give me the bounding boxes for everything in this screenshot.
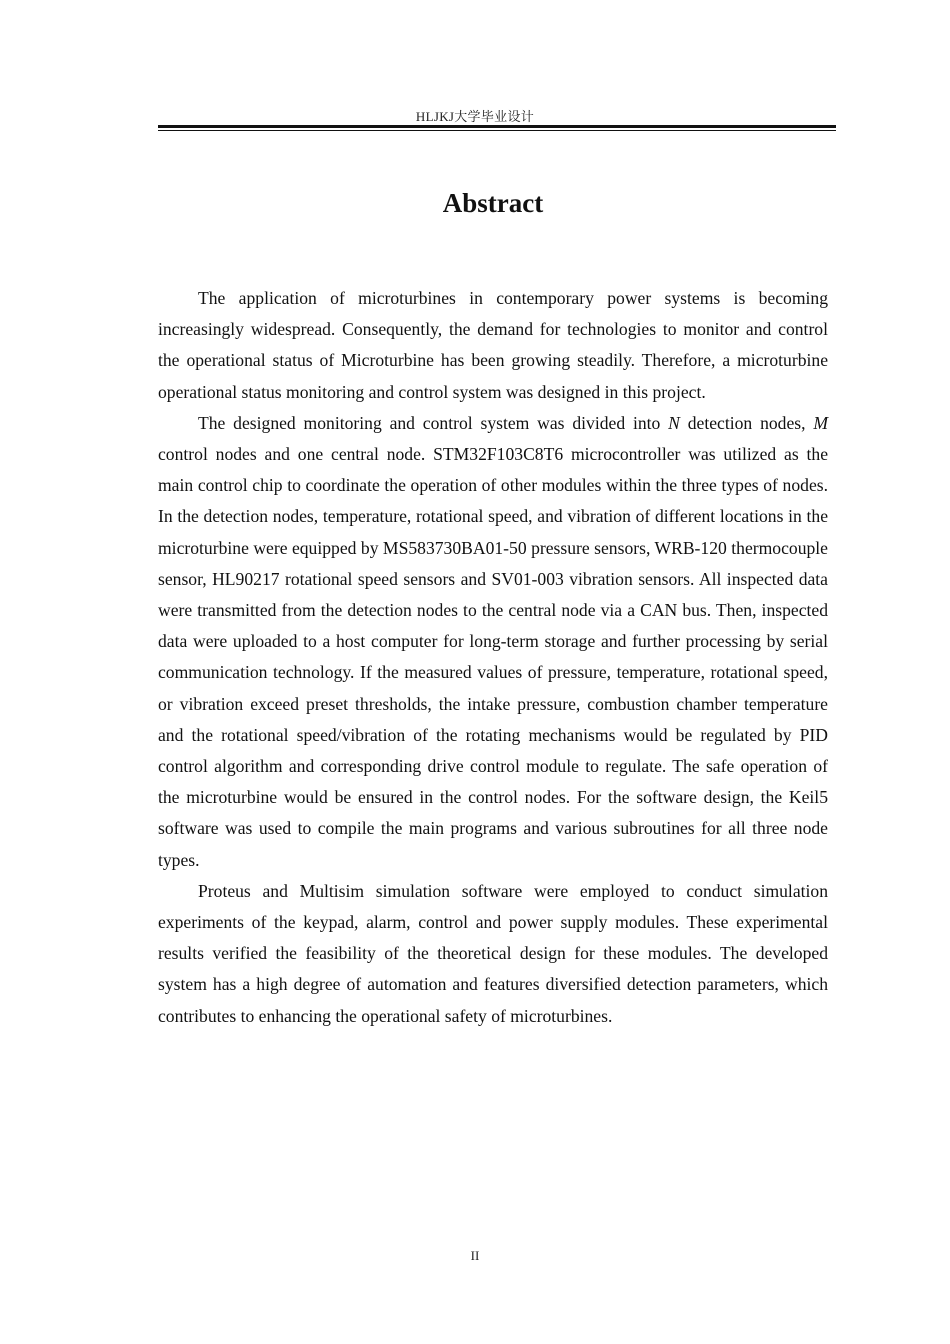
header-rule-thick	[158, 125, 836, 128]
variable-m: M	[813, 412, 828, 433]
running-header: HLJKJ大学毕业设计	[415, 109, 535, 124]
page-number: II	[470, 1248, 480, 1263]
paragraph-2-text-end: control nodes and one central node. STM32F103C8T6 microcontroller was utilized as the main control chip to coordinate the operation of other modules within the three types of nodes. In the detection nodes, temperature, rotational speed, and vibration of different locations in the microturbine were equipped by MS583730BA01-50 pressure sensors, WRB-120 thermocouple sensor, HL90217 rotational speed sensors and SV01-003 vibration sensors. All inspected data were transmitted from the detection nodes to the central node via a CAN bus. Then, inspected data were uploaded to a host computer for long-term storage and further processing by serial communication technology. If the measured values of pressure, temperature, rotational speed, or vibration exceed preset thresholds, the intake pressure, combustion chamber temperature and the rotational speed/vibration of the rotating mechanisms would be regulated by PID control algorithm and corresponding drive control module to regulate. The safe operation of the microturbine would be ensured in the control nodes. For the software design, the Keil5 software was used to compile the main programs and various subroutines for all three node types.	[158, 444, 828, 870]
variable-n: N	[668, 412, 680, 433]
paragraph-1	[158, 283, 828, 408]
header-rule-thin	[158, 130, 836, 131]
abstract-heading: Abstract	[442, 188, 544, 218]
paragraph-3	[158, 876, 828, 1032]
paragraph-3-text: Proteus and Multisim simulation software were employed to conduct simulation experiments of the keypad, alarm, control and power supply modules. These experimental results verified the feasibility of the theoretical design for these modules. The developed system has a high degree of automation and features diversified detection parameters, which contributes to enhancing the operational safety of microturbines.	[158, 880, 828, 1026]
paragraph-2	[158, 408, 828, 876]
abstract-body	[158, 283, 828, 1032]
paragraph-2-text-middle: detection nodes,	[679, 412, 814, 433]
paragraph-2-text-start: The designed monitoring and control system was divided into	[198, 412, 669, 433]
paragraph-1-text: The application of microturbines in contemporary power systems is becoming increasingly widespread. Consequently, the demand for technologies to monitor and control the operational status of Microturbine has been growing steadily. Therefore, a microturbine operational status monitoring and control system was designed in this project.	[158, 288, 828, 402]
